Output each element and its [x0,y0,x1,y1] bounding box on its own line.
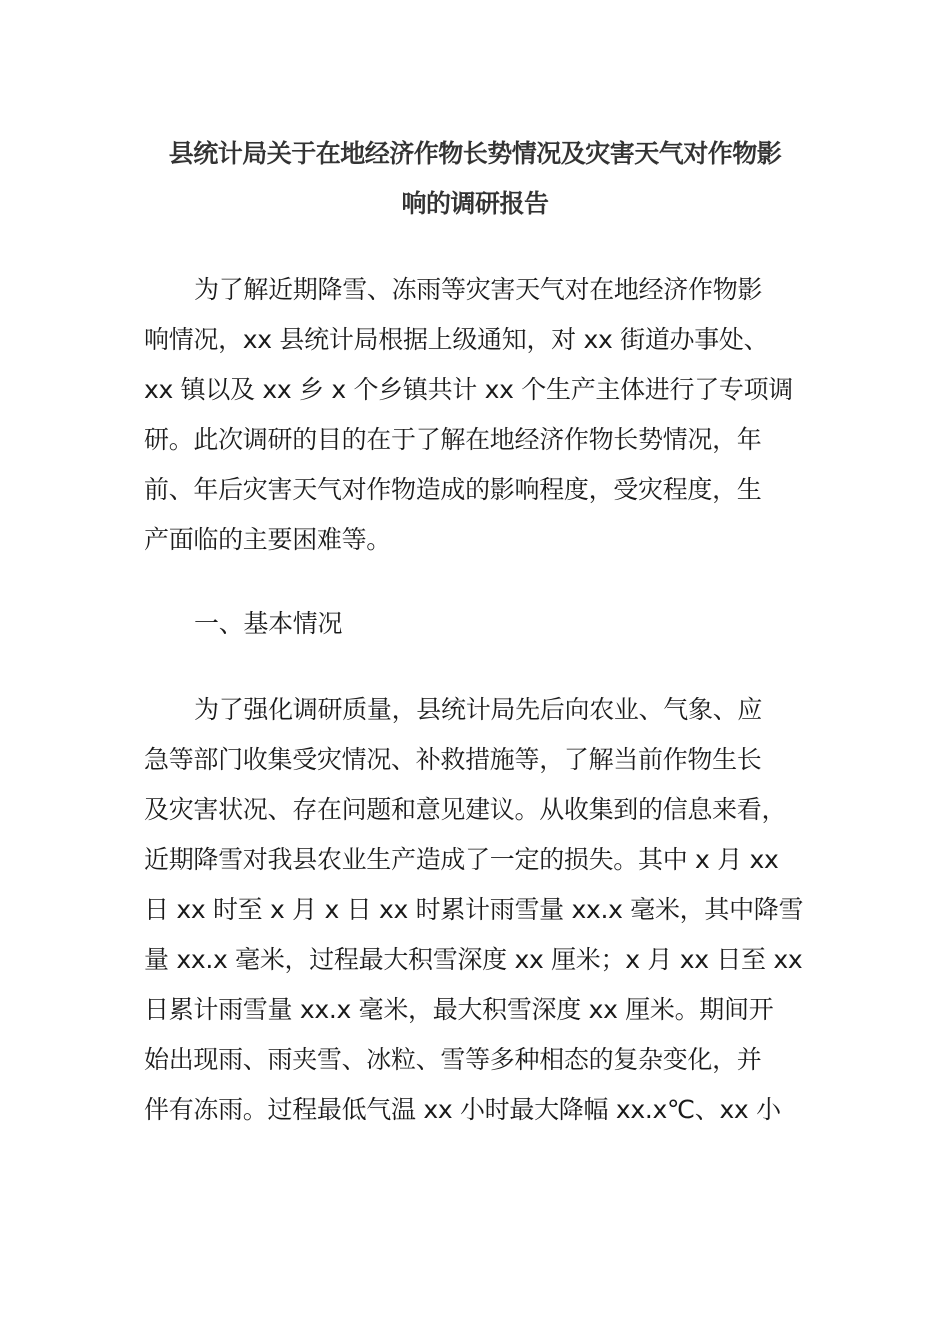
paragraph-2-line-4: 近期降雪对我县农业生产造成了一定的损失。其中 x 月 xx [144,845,779,874]
paragraph-1-line-4: 研。此次调研的目的在于了解在地经济作物长势情况，年 [144,425,762,454]
paragraph-2-line-7: 日累计雨雪量 xx.x 毫米，最大积雪深度 xx 厘米。期间开 [144,995,774,1024]
paragraph-2-line-9: 伴有冻雨。过程最低气温 xx 小时最大降幅 xx.x℃、xx 小 [144,1095,781,1124]
paragraph-1-line-6: 产面临的主要困难等。 [144,525,392,554]
paragraph-2-line-2: 急等部门收集受灾情况、补救措施等，了解当前作物生长 [144,745,762,774]
section-heading: 一、基本情况 [194,609,343,638]
paragraph-2-line-1: 为了强化调研质量，县统计局先后向农业、气象、应 [194,695,763,724]
paragraph-1-line-3: xx 镇以及 xx 乡 x 个乡镇共计 xx 个生产主体进行了专项调 [144,375,793,404]
paragraph-1-line-2: 响情况，xx 县统计局根据上级通知，对 xx 街道办事处、 [144,325,769,354]
paragraph-1-line-1: 为了解近期降雪、冻雨等灾害天气对在地经济作物影 [194,275,763,304]
paragraph-2-line-5: 日 xx 时至 x 月 x 日 xx 时累计雨雪量 xx.x 毫米，其中降雪 [144,895,804,924]
paragraph-2-line-6: 量 xx.x 毫米，过程最大积雪深度 xx 厘米；x 月 xx 日至 xx [144,945,803,974]
paragraph-2-line-3: 及灾害状况、存在问题和意见建议。从收集到的信息来看， [144,795,787,824]
document-title-line-1: 县统计局关于在地经济作物长势情况及灾害天气对作物影 [168,139,782,168]
document-title-line-2: 响的调研报告 [401,189,549,218]
paragraph-2-line-8: 始出现雨、雨夹雪、冰粒、雪等多种相态的复杂变化，并 [144,1045,762,1074]
paragraph-1-line-5: 前、年后灾害天气对作物造成的影响程度，受灾程度，生 [144,475,762,504]
